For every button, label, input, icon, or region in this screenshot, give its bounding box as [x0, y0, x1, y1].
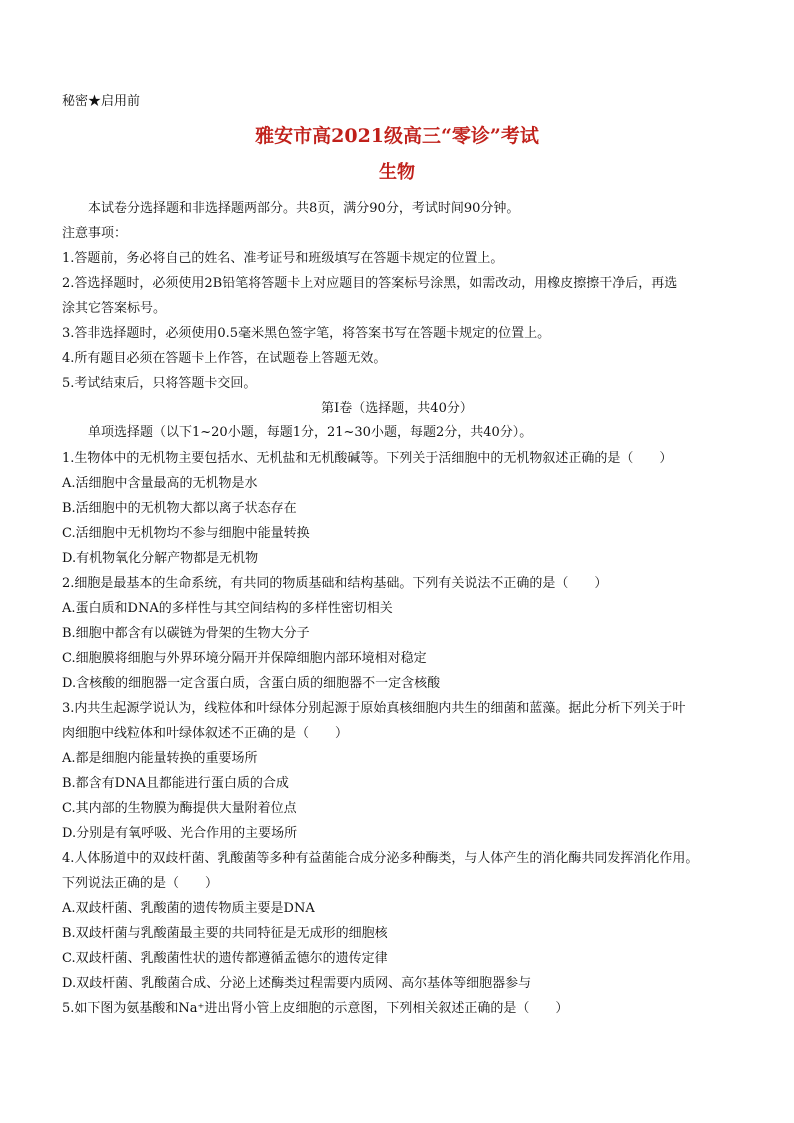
question-option: B.活细胞中的无机物大都以离子状态存在 — [62, 501, 297, 516]
question-option: D.有机物氧化分解产物都是无机物 — [62, 551, 259, 566]
question-stem: 1.生物体中的无机物主要包括水、无机盐和无机酸碱等。下列关于活细胞中的无机物叙述正确的是（ ） — [62, 451, 673, 466]
notice-item: 涂其它答案标号。 — [62, 301, 167, 316]
question-stem: 2.细胞是最基本的生命系统，有共同的物质基础和结构基础。下列有关说法不正确的是（ ） — [62, 576, 608, 591]
question-stem: 肉细胞中线粒体和叶绿体叙述不正确的是（ ） — [62, 726, 349, 741]
question-option: B.双歧杆菌与乳酸菌最主要的共同特征是无成形的细胞核 — [62, 926, 388, 941]
question-stem: 5.如下图为氨基酸和Na⁺进出肾小管上皮细胞的示意图，下列相关叙述正确的是（ ） — [62, 1001, 569, 1016]
secret-label: 秘密★启用前 — [62, 94, 141, 109]
question-stem: 3.内共生起源学说认为，线粒体和叶绿体分别起源于原始真核细胞内共生的细菌和蓝藻。据此分析下列关于叶 — [62, 701, 686, 716]
question-option: D.含核酸的细胞器一定含蛋白质，含蛋白质的细胞器不一定含核酸 — [62, 676, 441, 691]
section-title: 第Ⅰ卷（选择题，共40分） — [321, 401, 473, 416]
notice-item: 3.答非选择题时，必须使用0.5毫米黑色签字笔，将答案书写在答题卡规定的位置上。 — [62, 326, 551, 341]
exam-title: 雅安市高2021级高三“零诊”考试 — [255, 125, 539, 147]
subject-title: 生物 — [379, 162, 415, 183]
question-option: A.都是细胞内能量转换的重要场所 — [62, 751, 258, 766]
question-option: A.双歧杆菌、乳酸菌的遗传物质主要是DNA — [62, 901, 315, 916]
question-option: B.都含有DNA且都能进行蛋白质的合成 — [62, 776, 289, 791]
section-instruction: 单项选择题（以下1~20小题，每题1分，21~30小题，每题2分，共40分）。 — [88, 425, 533, 440]
question-option: C.细胞膜将细胞与外界环境分隔开并保障细胞内部环境相对稳定 — [62, 651, 427, 666]
notice-heading: 注意事项： — [62, 226, 128, 241]
question-option: D.双歧杆菌、乳酸菌合成、分泌上述酶类过程需要内质网、高尔基体等细胞器参与 — [62, 976, 532, 991]
question-option: A.蛋白质和DNA的多样性与其空间结构的多样性密切相关 — [62, 601, 393, 616]
question-stem: 下列说法正确的是（ ） — [62, 876, 219, 891]
question-option: A.活细胞中含量最高的无机物是水 — [62, 476, 258, 491]
intro-text: 本试卷分选择题和非选择题两部分。共8页，满分90分，考试时间90分钟。 — [88, 201, 520, 216]
notice-item: 5.考试结束后，只将答题卡交回。 — [62, 376, 257, 391]
question-stem: 4.人体肠道中的双歧杆菌、乳酸菌等多种有益菌能合成分泌多种酶类，与人体产生的消化酶共同发挥消化作用。 — [62, 851, 699, 866]
notice-item: 1.答题前，务必将自己的姓名、准考证号和班级填写在答题卡规定的位置上。 — [62, 251, 504, 266]
notice-item: 2.答选择题时，必须使用2B铅笔将答题卡上对应题目的答案标号涂黑，如需改动，用橡皮擦擦干净后，再选 — [62, 276, 678, 291]
question-option: C.活细胞中无机物均不参与细胞中能量转换 — [62, 526, 310, 541]
question-option: C.其内部的生物膜为酶提供大量附着位点 — [62, 801, 297, 816]
question-option: D.分别是有氧呼吸、光合作用的主要场所 — [62, 826, 298, 841]
notice-item: 4.所有题目必须在答题卡上作答，在试题卷上答题无效。 — [62, 351, 387, 366]
question-option: B.细胞中都含有以碳链为骨架的生物大分子 — [62, 626, 310, 641]
question-option: C.双歧杆菌、乳酸菌性状的遗传都遵循孟德尔的遗传定律 — [62, 951, 388, 966]
